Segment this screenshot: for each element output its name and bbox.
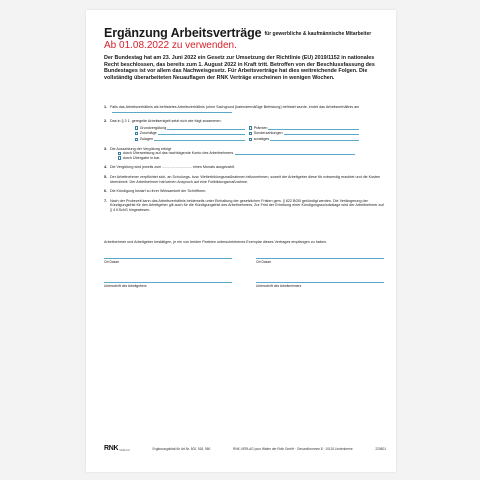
pay-option [135,126,245,131]
pay-option-label: Prämien [253,125,268,130]
intro-paragraph: Der Bundestag hat am 23. Juni 2022 ein Gesetz zur Umsetzung der Richtlinie (EU) 2019/1152 in nationales Recht beschlossen, das bereits zum 1. August 2022 in Kraft tritt. Betroffen von der Beschlussfassung des Bundestages ist vor allem das Nachweisgesetz. Für Arbeitsverträge hat dies weitreichende Folgen. Die vollständig überarbeiteten Neuauflagen der RNK Verträge erscheinen in wenigen Wochen. [104,55,375,81]
pay-option-field[interactable] [158,132,245,136]
end-date-field[interactable] [112,110,232,113]
clause-number: 4. [104,165,108,170]
pay-option [249,137,359,142]
clause-item [104,165,386,170]
document-title: Ergänzung Arbeitsverträge [104,26,262,40]
clause-item [104,175,386,184]
pay-option-label: Zuschläge [139,131,157,136]
clause-item [104,189,386,194]
place-date-field-employer[interactable] [104,253,232,259]
clause-list [104,105,386,218]
footer-code: 220801 [375,446,386,451]
clause-text: Falls das Arbeitsverhältnis als befristetes Arbeitsverhältnis (ohne Sachgrund (kalendermäßige Befristung) befristet wurde, endet das Arbeitsverhältnis am [110,105,360,109]
clause-number: 5. [104,174,108,179]
checkbox[interactable] [249,126,252,129]
clause-number: 6. [104,189,108,194]
clause-number: 2. [104,119,108,124]
clause-number: 7. [104,198,108,203]
pay-option-field[interactable] [167,126,245,130]
pay-option-label: sonstiges [253,136,270,141]
confirmation-text: Arbeitnehmer und Arbeitgeber bestätigen, je ein von beiden Parteien unterschriebenes Exemplar dieses Vertrages empfangen zu haben. [104,240,328,244]
checkbox[interactable] [135,132,138,135]
clause-text: Nach der Probezeit kann das Arbeitsverhältnis beiderseits unter Einhaltung der gesetzlichen Fristen gem. § 622 BGB gekündigt werden. Die Verlängerung der Kündigungsfrist für den Arbeitgeber gilt auch für die Kündigungsfrist des Arbeitnehmers. Zur Frist der Erhebung einer Kündigungsschutzklage wird der Arbeitnehmer auf § 4 KSchG hingewiesen. [110,198,384,212]
employee-signature-field[interactable] [256,277,384,283]
clause-item [104,105,386,114]
validity-subtitle: Ab 01.08.2022 zu verwenden. [104,40,237,51]
pay-option-label: Zulagen [139,136,154,141]
payment-option-label: durch Übergabe in bar. [122,155,161,160]
pay-option-field[interactable] [270,138,359,142]
pay-options-grid [135,126,386,142]
account-field[interactable] [235,152,355,155]
checkbox[interactable] [249,132,252,135]
place-date-field-employee[interactable] [256,253,384,259]
pay-option-field[interactable] [284,132,359,136]
pay-option [249,126,359,131]
employer-signature-label: Unterschrift des Arbeitgebers [104,284,147,288]
logo-subtext: VERLAG [119,449,130,452]
footer-publisher: RNK-VERLAG pour Walter der Roth GmbH · Gesundbrunnen 8 · 10115 Lindenberne [233,446,353,451]
pay-option-field[interactable] [268,126,359,130]
title-suffix: für gewerbliche & kaufmännische Mitarbeiter [264,31,372,37]
checkbox[interactable] [135,126,138,129]
pay-option [249,131,359,136]
checkbox[interactable] [249,138,252,141]
payment-option [118,156,386,161]
place-date-label: Ort Datum [256,260,272,264]
pay-option-field[interactable] [154,138,245,142]
clause-text: Die Auszahlung der Vergütung erfolgt [110,146,172,151]
clause-text: Der Arbeitnehmer verpflichtet sich, an Schulungs- bzw. Weiterbildungsmaßnahmen teilzunehmen, soweit der Arbeitgeber diese für notwendig erachtet und die Kosten übernimmt. Der Arbeitnehmer hat keinen Anspruch auf eine Fortbildungsmaßnahme. [110,174,381,184]
place-date-label: Ort Datum [104,260,120,264]
pay-option [135,137,245,142]
logo-text: RNK [104,445,119,452]
clause-item [104,199,386,213]
checkbox[interactable] [135,138,138,141]
clause-item [104,147,386,161]
footer-article-ref: Ergänzungsblatt für Art.Nr. 502, 518, 560 [152,446,211,451]
payment-option-label: durch Überweisung auf das nachfolgende Konto des Arbeitnehmers [122,151,234,156]
clause-text: Das in § 3 1. geregelte Arbeitsentgelt setzt sich wie folgt zusammen: [110,119,222,124]
signature-row [104,277,384,288]
checkbox[interactable] [118,152,121,155]
clause-item [104,119,386,141]
footer [104,445,386,452]
document-page [86,10,396,472]
clause-number: 3. [104,146,108,151]
clause-text: Die Kündigung bedarf zu ihrer Wirksamkeit der Schriftform. [110,189,207,194]
employer-signature-field[interactable] [104,277,232,283]
pay-option-label: Sonderzahlungen [253,131,283,136]
employee-signature-label: Unterschrift des Arbeitnehmers [256,284,302,288]
clause-text: Die Vergütung wird jeweils zum ............................. eines Monats ausgezahlt. [110,165,235,170]
pay-option-label: Grundvergütung [139,125,167,130]
place-date-row [104,253,384,264]
checkbox[interactable] [118,156,121,159]
pay-option [135,131,245,136]
clause-number: 1. [104,105,108,109]
rnk-logo [104,445,130,452]
